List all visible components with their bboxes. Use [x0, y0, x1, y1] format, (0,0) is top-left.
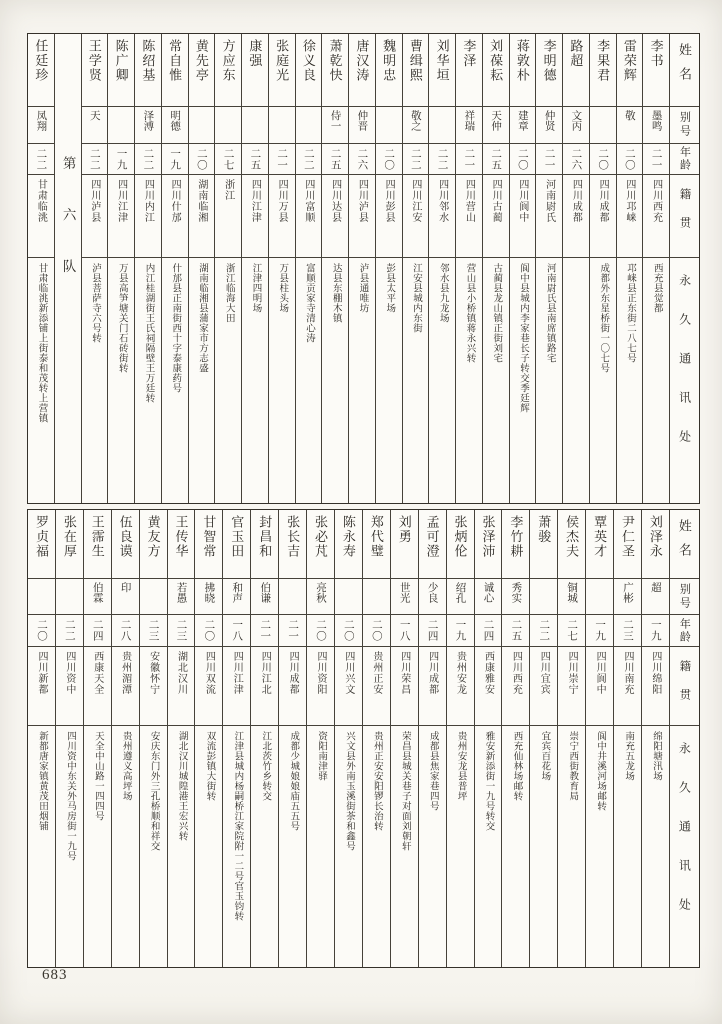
person-address: 资阳南津驿	[307, 725, 334, 967]
person-age: 二二	[28, 143, 54, 174]
page-number: 683	[42, 967, 68, 983]
person-native-place: 四川荣昌	[391, 646, 418, 725]
person-age: 二四	[475, 614, 502, 646]
person-address: 西充县觉都	[643, 257, 669, 503]
person-native-place: 湖北汉川	[168, 646, 195, 725]
person-native-place: 四川成都	[563, 174, 589, 257]
person-native-place: 四川新都	[28, 646, 55, 725]
person-native-place: 四川阆中	[586, 646, 613, 725]
person-age: 二五	[483, 143, 509, 174]
person-age: 二一	[643, 143, 669, 174]
person-alias: 印	[112, 578, 139, 614]
person-alias	[242, 106, 268, 143]
person-address: 贵州正安安阳锣长治转	[363, 725, 390, 967]
person-alias: 敬	[617, 106, 643, 143]
person-column	[134, 34, 161, 503]
person-age: 二五	[322, 143, 348, 174]
person-age: 二二	[296, 143, 322, 174]
person-address: 江北茨竹乡转交	[251, 725, 278, 967]
person-address: 邛崃县正东街二八七号	[617, 257, 643, 503]
person-name: 曹缉熙	[407, 39, 423, 83]
person-age: 二四	[419, 614, 446, 646]
person-name: 王霈生	[89, 515, 105, 559]
person-alias: 伯谦	[251, 578, 278, 614]
person-age: 一九	[162, 143, 188, 174]
person-native-place: 西康天全	[84, 646, 111, 725]
person-name: 刘华垣	[434, 39, 450, 83]
person-column	[562, 34, 589, 503]
person-column	[616, 34, 643, 503]
person-address: 西充仙林场邮转	[502, 725, 529, 967]
person-alias: 建章	[510, 106, 536, 143]
person-age: 二〇	[363, 614, 390, 646]
person-name: 尹仁圣	[619, 515, 635, 559]
person-name: 刘葆耘	[488, 39, 504, 83]
person-name: 李泽	[461, 39, 477, 68]
person-column	[641, 510, 669, 967]
person-native-place: 四川西充	[502, 646, 529, 725]
person-name: 罗贞福	[33, 515, 49, 559]
person-address: 达县东棚木镇	[322, 257, 348, 503]
person-column	[375, 34, 402, 503]
person-age: 一九	[642, 614, 669, 646]
person-name: 魏明忠	[381, 39, 397, 83]
person-name: 任廷珍	[33, 39, 49, 83]
person-address: 湖北汉川城隍港王宏兴转	[168, 725, 195, 967]
person-age: 二八	[112, 614, 139, 646]
person-native-place: 四川江安	[403, 174, 429, 257]
person-native-place: 四川古蔺	[483, 174, 509, 257]
person-age: 二〇	[590, 143, 616, 174]
person-address: 新都唐家镇黄茂田烟铺	[28, 725, 55, 967]
person-name: 侯杰夫	[564, 515, 580, 559]
person-column	[428, 34, 455, 503]
person-native-place: 四川富顺	[296, 174, 322, 257]
person-column	[268, 34, 295, 503]
person-name: 官玉田	[229, 515, 245, 559]
person-column	[362, 510, 390, 967]
person-name: 李明德	[541, 39, 557, 83]
person-age: 二三	[614, 614, 641, 646]
squad-label-column	[54, 34, 81, 503]
person-address: 古蔺县龙山镇正街刘宅	[483, 257, 509, 503]
person-address: 甘肃临洮新添铺上街泰和茂转上营镇	[28, 257, 54, 503]
person-name: 王学贤	[86, 39, 102, 83]
person-age: 二二	[135, 143, 161, 174]
person-age: 二〇	[510, 143, 536, 174]
person-name: 张炳伦	[452, 515, 468, 559]
person-name: 路超	[568, 39, 584, 68]
person-alias	[140, 578, 167, 614]
row-header-column	[669, 510, 699, 967]
person-name: 覃英才	[592, 515, 608, 559]
person-column	[642, 34, 669, 503]
person-name: 甘智常	[201, 515, 217, 559]
person-address: 阆中井溪河场邮转	[586, 725, 613, 967]
person-alias	[28, 578, 55, 614]
header-alias: 别号	[670, 578, 699, 614]
person-address: 荣昌县城关巷子对面刘朝轩	[391, 725, 418, 967]
person-age: 二三	[140, 614, 167, 646]
header-address: 永久通讯处	[670, 725, 699, 967]
person-column	[81, 34, 108, 503]
person-age: 一八	[223, 614, 250, 646]
person-native-place: 四川成都	[590, 174, 616, 257]
person-alias	[376, 106, 402, 143]
person-native-place: 四川江津	[108, 174, 134, 257]
person-name: 张庭光	[274, 39, 290, 83]
person-native-place: 四川资中	[56, 646, 83, 725]
person-alias: 祥瑞	[456, 106, 482, 143]
person-native-place: 四川成都	[419, 646, 446, 725]
person-address: 江津县城内杨嗣桥江家院附一二号官玉钧转	[223, 725, 250, 967]
person-column	[348, 34, 375, 503]
person-alias: 天	[82, 106, 108, 143]
header-name: 姓名	[670, 34, 699, 106]
person-alias: 绍孔	[447, 578, 474, 614]
row-header-column	[669, 34, 699, 503]
person-native-place: 四川崇宁	[558, 646, 585, 725]
person-native-place: 西康雅安	[475, 646, 502, 725]
person-name: 唐汉涛	[354, 39, 370, 83]
person-age: 二二	[429, 143, 455, 174]
person-alias: 天仲	[483, 106, 509, 143]
person-native-place: 四川泸县	[82, 174, 108, 257]
person-age: 一九	[108, 143, 134, 174]
person-column	[55, 510, 83, 967]
person-column	[28, 510, 55, 967]
person-native-place: 贵州正安	[363, 646, 390, 725]
person-column	[482, 34, 509, 503]
person-address: 万县柱头场	[269, 257, 295, 503]
person-native-place: 湖南临湘	[189, 174, 215, 257]
person-address: 江安县城内东街	[403, 257, 429, 503]
person-age: 二六	[349, 143, 375, 174]
person-native-place: 四川邛崃	[617, 174, 643, 257]
person-address: 营山县小桥镇蒋永兴转	[456, 257, 482, 503]
person-column	[107, 34, 134, 503]
header-age: 年龄	[670, 614, 699, 646]
person-name: 刘勇	[396, 515, 412, 544]
person-address: 浙江临海大田	[215, 257, 241, 503]
person-column	[455, 34, 482, 503]
header-native: 籍贯	[670, 646, 699, 725]
person-native-place: 四川双流	[195, 646, 222, 725]
person-alias: 墨鸣	[643, 106, 669, 143]
person-native-place: 四川资阳	[307, 646, 334, 725]
person-name: 张在厚	[61, 515, 77, 559]
person-alias	[429, 106, 455, 143]
roster-sheet	[27, 33, 700, 968]
person-native-place: 四川江北	[251, 646, 278, 725]
person-alias	[363, 578, 390, 614]
person-name: 张泽沛	[480, 515, 496, 559]
person-address: 双流彭镇大街转	[195, 725, 222, 967]
person-age: 二五	[242, 143, 268, 174]
person-name: 徐义良	[300, 39, 316, 83]
person-column	[222, 510, 250, 967]
person-alias: 文丙	[563, 106, 589, 143]
person-address: 江津四明场	[242, 257, 268, 503]
person-address: 富顺贡家寺清心涛	[296, 257, 322, 503]
person-native-place: 河南尉氏	[536, 174, 562, 257]
person-alias: 仲贤	[536, 106, 562, 143]
person-address: 阆中县城内李家巷长子转交季廷辉	[510, 257, 536, 503]
person-address: 南充五龙场	[614, 725, 641, 967]
person-age: 二一	[456, 143, 482, 174]
person-native-place: 贵州安龙	[447, 646, 474, 725]
person-column	[139, 510, 167, 967]
person-native-place: 四川内江	[135, 174, 161, 257]
person-column	[535, 34, 562, 503]
person-address: 河南尉氏县南席镇路宅	[536, 257, 562, 503]
person-name: 陈永寿	[340, 515, 356, 559]
person-column	[529, 510, 557, 967]
squad-label: 第六队	[60, 156, 76, 311]
person-column	[306, 510, 334, 967]
person-name: 常自惟	[167, 39, 183, 83]
person-column	[509, 34, 536, 503]
person-age: 二七	[558, 614, 585, 646]
person-age: 二七	[215, 143, 241, 174]
person-native-place: 四川阆中	[510, 174, 536, 257]
person-native-place: 四川兴文	[335, 646, 362, 725]
person-alias: 广彬	[614, 578, 641, 614]
person-column	[585, 510, 613, 967]
person-address: 雅安新添街一九号转交	[475, 725, 502, 967]
person-alias: 秀实	[502, 578, 529, 614]
person-native-place: 四川西充	[643, 174, 669, 257]
person-alias: 超	[642, 578, 669, 614]
person-alias: 凤翔	[28, 106, 54, 143]
person-native-place: 贵州湄潭	[112, 646, 139, 725]
person-name: 陈广卿	[113, 39, 129, 83]
person-column	[390, 510, 418, 967]
person-age: 二一	[536, 143, 562, 174]
person-address: 万县高笋塘关门石砖街转	[108, 257, 134, 503]
person-column	[214, 34, 241, 503]
person-alias: 和声	[223, 578, 250, 614]
person-age: 二五	[502, 614, 529, 646]
person-column	[188, 34, 215, 503]
person-address: 安庆东门外三孔桥顺和祥交	[140, 725, 167, 967]
person-native-place: 四川绵阳	[642, 646, 669, 725]
person-name: 刘泽永	[647, 515, 663, 559]
person-name: 王传华	[173, 515, 189, 559]
person-alias: 仲晋	[349, 106, 375, 143]
header-address: 永久通讯处	[670, 257, 699, 503]
person-name: 李书	[648, 39, 664, 68]
person-alias	[530, 578, 557, 614]
header-age: 年龄	[670, 143, 699, 174]
person-name: 黄先亭	[193, 39, 209, 83]
person-alias	[586, 578, 613, 614]
person-name: 郑代璧	[368, 515, 384, 559]
person-address: 泸县通唯坊	[349, 257, 375, 503]
person-name: 张长吉	[285, 515, 301, 559]
person-age: 二〇	[189, 143, 215, 174]
person-name: 张必芃	[313, 515, 329, 559]
person-address: 彭县太平场	[376, 257, 402, 503]
person-age: 一八	[391, 614, 418, 646]
person-native-place: 甘肃临洮	[28, 174, 54, 257]
person-alias: 伯霖	[84, 578, 111, 614]
person-age: 二〇	[195, 614, 222, 646]
person-alias	[269, 106, 295, 143]
roster-table-bottom	[27, 509, 700, 968]
person-native-place: 四川邻水	[429, 174, 455, 257]
person-address: 宜宾百花场	[530, 725, 557, 967]
person-address: 绵阳塘汛场	[642, 725, 669, 967]
person-address: 成都外东星桥街一〇七号	[590, 257, 616, 503]
person-column	[250, 510, 278, 967]
person-column	[589, 34, 616, 503]
person-native-place: 四川万县	[269, 174, 295, 257]
person-address: 贵州遵义高坪场	[112, 725, 139, 967]
person-name: 萧骏	[536, 515, 552, 544]
person-column	[402, 34, 429, 503]
person-native-place: 四川江津	[223, 646, 250, 725]
person-alias: 拂晓	[195, 578, 222, 614]
roster-table-top	[27, 33, 700, 504]
person-age: 二六	[563, 143, 589, 174]
person-address: 四川资中东关外马房街一九号	[56, 725, 83, 967]
person-address: 兴文县外南玉溪街荼和鑫号	[335, 725, 362, 967]
person-column	[501, 510, 529, 967]
person-name: 方应东	[220, 39, 236, 83]
person-native-place: 四川泸县	[349, 174, 375, 257]
person-column	[241, 34, 268, 503]
person-alias: 诚心	[475, 578, 502, 614]
person-column	[613, 510, 641, 967]
person-alias	[215, 106, 241, 143]
person-name: 封昌和	[257, 515, 273, 559]
person-alias	[296, 106, 322, 143]
person-column	[28, 34, 54, 503]
person-name: 李竹耕	[508, 515, 524, 559]
person-age: 二〇	[307, 614, 334, 646]
header-native: 籍贯	[670, 174, 699, 257]
person-age: 二二	[530, 614, 557, 646]
person-alias	[335, 578, 362, 614]
person-name: 黄友方	[145, 515, 161, 559]
person-age: 一九	[447, 614, 474, 646]
person-address: 成都县焦家巷四号	[419, 725, 446, 967]
person-name: 李果君	[595, 39, 611, 83]
person-name: 孟可澄	[424, 515, 440, 559]
person-alias: 泽溥	[135, 106, 161, 143]
person-age: 二〇	[617, 143, 643, 174]
person-native-place: 四川达县	[322, 174, 348, 257]
person-column	[167, 510, 195, 967]
person-alias: 侍一	[322, 106, 348, 143]
person-address: 崇宁西街教育局	[558, 725, 585, 967]
person-alias	[279, 578, 306, 614]
person-alias	[108, 106, 134, 143]
person-alias: 明德	[162, 106, 188, 143]
person-age: 二一	[269, 143, 295, 174]
person-address	[563, 257, 589, 503]
person-column	[161, 34, 188, 503]
person-alias: 亮秋	[307, 578, 334, 614]
person-name: 康强	[247, 39, 263, 68]
person-native-place: 安徽怀宁	[140, 646, 167, 725]
person-alias	[590, 106, 616, 143]
person-native-place: 四川彭县	[376, 174, 402, 257]
person-name: 萧乾快	[327, 39, 343, 83]
person-age: 一九	[586, 614, 613, 646]
person-native-place: 四川南充	[614, 646, 641, 725]
person-age: 二四	[84, 614, 111, 646]
person-column	[111, 510, 139, 967]
person-age: 二二	[82, 143, 108, 174]
person-address: 成都少城娘娘庙五五号	[279, 725, 306, 967]
person-column	[321, 34, 348, 503]
person-age: 二〇	[335, 614, 362, 646]
person-column	[418, 510, 446, 967]
person-address: 天全中山路一四四号	[84, 725, 111, 967]
person-native-place: 四川江津	[242, 174, 268, 257]
header-name: 姓名	[670, 510, 699, 578]
person-native-place: 四川营山	[456, 174, 482, 257]
person-address: 泸县菩萨寺六号转	[82, 257, 108, 503]
person-column	[557, 510, 585, 967]
person-name: 伍良谟	[117, 515, 133, 559]
header-alias: 别号	[670, 106, 699, 143]
person-alias	[56, 578, 83, 614]
person-name: 陈绍基	[140, 39, 156, 83]
person-age: 二三	[168, 614, 195, 646]
person-column	[474, 510, 502, 967]
person-native-place: 四川什邡	[162, 174, 188, 257]
person-native-place: 四川宜宾	[530, 646, 557, 725]
person-age: 二〇	[28, 614, 55, 646]
person-alias: 若愚	[168, 578, 195, 614]
person-name: 雷荣辉	[621, 39, 637, 83]
person-age: 二一	[251, 614, 278, 646]
person-native-place: 四川成都	[279, 646, 306, 725]
person-address: 贵州安龙县普坪	[447, 725, 474, 967]
person-column	[194, 510, 222, 967]
person-name: 蒋敦朴	[514, 39, 530, 83]
person-alias: 铜城	[558, 578, 585, 614]
person-column	[446, 510, 474, 967]
person-alias: 少良	[419, 578, 446, 614]
person-alias	[189, 106, 215, 143]
person-alias: 世光	[391, 578, 418, 614]
person-age: 二一	[279, 614, 306, 646]
person-age: 二〇	[376, 143, 402, 174]
person-age: 二二	[403, 143, 429, 174]
person-column	[278, 510, 306, 967]
person-native-place: 浙江	[215, 174, 241, 257]
person-age: 二二	[56, 614, 83, 646]
person-column	[83, 510, 111, 967]
person-address: 湖南临湘县蒲家市方志盛	[189, 257, 215, 503]
person-address: 内江桂湖街王氏祠隔壁王万廷转	[135, 257, 161, 503]
person-column	[295, 34, 322, 503]
person-column	[334, 510, 362, 967]
person-address: 什邡县正南街西十字泰康药号	[162, 257, 188, 503]
person-alias: 敬之	[403, 106, 429, 143]
person-address: 邻水县九龙场	[429, 257, 455, 503]
